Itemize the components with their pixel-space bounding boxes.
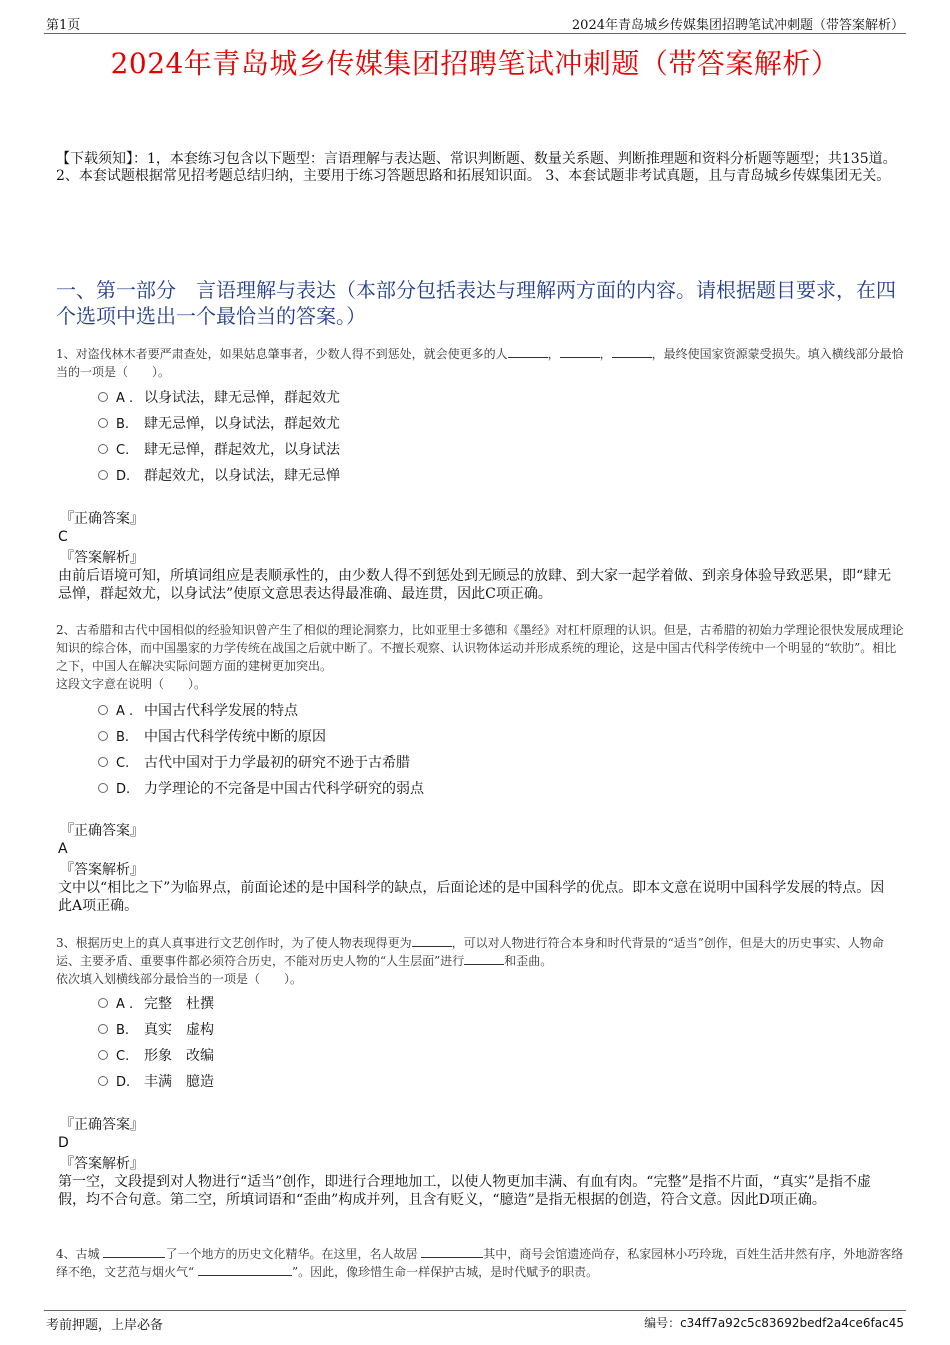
blank-1 [412,934,452,947]
question-1-analysis: 由前后语境可知，所填词组应是表顺承性的，由少数人得不到惩处到无顾忌的放肆、到大家一起学着做、到亲身体验导致恶果，即“肆无忌惮，群起效尤，以身试法”使原文意思表达得最准确、最连贯，因此C项正确。 [58,568,892,602]
document-title: 2024年青岛城乡传媒集团招聘笔试冲刺题（带答案解析） [110,47,840,80]
running-title: 2024年青岛城乡传媒集团招聘笔试冲刺题（带答案解析） [571,18,904,33]
question-2-option-c[interactable]: C. 古代中国对于力学最初的研究不逊于古希腊 [98,750,410,776]
blank-3 [198,1263,292,1276]
blank-1 [103,1245,165,1258]
page-number: 第1页 [46,18,81,33]
question-2-option-b[interactable]: B. 中国古代科学传统中断的原因 [98,724,326,750]
question-2-answer: A [58,841,68,857]
answer-label: 『正确答案』 [60,823,144,839]
radio-icon[interactable] [98,757,108,767]
blank-2 [464,952,504,965]
radio-icon[interactable] [98,444,108,454]
header-divider [44,33,906,34]
radio-icon[interactable] [98,470,108,480]
answer-label: 『正确答案』 [60,1117,144,1133]
question-1-option-c[interactable]: C. 肆无忌惮，群起效尤，以身试法 [98,437,340,463]
question-4-stem: 4、古城 了一个地方的历史文化精华。在这里，名人故居 其中，商号会馆遗迹尚存，私家园林小巧玲珑，百姓生活井然有序，外地游客络绎不绝，文艺范与烟火气“ ”。因此，像珍惜生命一样保护古城，是时代赋予的职责。 [56,1247,904,1279]
answer-label: 『正确答案』 [60,511,144,527]
section-heading: 一、第一部分 言语理解与表达（本部分包括表达与理解两方面的内容。请根据题目要求，在四个选项中选出一个最恰当的答案。） [56,278,896,328]
question-3-stem: 3、根据历史上的真人真事进行文艺创作时，为了使人物表现得更为 ，可以对人物进行符合本身和时代背景的“适当”创作，但是大的历史事实、人物命运、主要矛盾、重要事件都必须符合历史，不能对历史人物的“人生层面”进行 和歪曲。 依次填入划横线部分最恰当的一项是（ ）。 [56,936,884,986]
footer-slogan: 考前押题，上岸必备 [46,1318,164,1333]
question-1-option-a[interactable]: A . 以身试法，肆无忌惮，群起效尤 [98,385,340,411]
question-2-stem: 2、古希腊和古代中国相似的经验知识曾产生了相似的理论洞察力，比如亚里士多德和《墨经》对杠杆原理的认识。但是，古希腊的初始力学理论很快发展成理论知识的综合体，而中国墨家的力学传统在战国之后就中断了。不擅长观察、认识物体运动并形成系统的理论，这是中国古代科学传统中一个明显的“软肋”。相比之下，中国人在解决实际问题方面的建树更加突出。 这段文字意在说明（ ）。 [56,623,904,691]
analysis-label: 『答案解析』 [60,1156,144,1172]
footer-divider [44,1310,906,1311]
question-2-option-a[interactable]: A . 中国古代科学发展的特点 [98,698,298,724]
radio-icon[interactable] [98,1076,108,1086]
radio-icon[interactable] [98,418,108,428]
blank-3 [612,345,652,358]
question-3-option-c[interactable]: C. 形象 改编 [98,1043,214,1069]
radio-icon[interactable] [98,731,108,741]
blank-2 [421,1245,483,1258]
radio-icon[interactable] [98,705,108,715]
analysis-label: 『答案解析』 [60,550,144,566]
question-1-answer: C [58,529,68,545]
question-2-option-d[interactable]: D. 力学理论的不完备是中国古代科学研究的弱点 [98,776,424,802]
analysis-label: 『答案解析』 [60,862,144,878]
question-3-option-b[interactable]: B. 真实 虚构 [98,1017,214,1043]
download-notice: 【下载须知】：1，本套练习包含以下题型：言语理解与表达题、常识判断题、数量关系题、判断推理题和资料分析题等题型；共135道。 2、本套试题根据常见招考题总结归纳，主要用于练习答题思路和拓展知识面。 3、本套试题非考试真题，且与青岛城乡传媒集团无关。 [56,151,897,184]
question-1-stem: 1、对盗伐林木者要严肃查处，如果姑息肇事者，少数人得不到惩处，就会使更多的人 ， ， ，最终使国家资源蒙受损失。填入横线部分最恰当的一项是（ ）。 [56,347,904,379]
radio-icon[interactable] [98,392,108,402]
radio-icon[interactable] [98,783,108,793]
question-3-option-a[interactable]: A . 完整 杜撰 [98,991,214,1017]
question-2-analysis: 文中以“相比之下”为临界点，前面论述的是中国科学的缺点，后面论述的是中国科学的优点。即本文意在说明中国科学发展的特点。因此A项正确。 [58,880,885,914]
radio-icon[interactable] [98,1024,108,1034]
radio-icon[interactable] [98,998,108,1008]
document-code: 编号：c34ff7a92c5c83692bedf2a4ce6fac45 [644,1316,904,1330]
question-3-analysis: 第一空，文段提到对人物进行“适当”创作，即进行合理地加工，以使人物更加丰满、有血有肉。“完整”是指不片面，“真实”是指不虚假，均不合句意。第二空，所填词语和“歪曲”构成并列，且含有贬义，“臆造”是指无根据的创造，符合文意。因此D项正确。 [58,1174,871,1208]
question-3-answer: D [58,1135,69,1151]
question-3-option-d[interactable]: D. 丰满 臆造 [98,1069,214,1095]
question-1-option-d[interactable]: D. 群起效尤，以身试法，肆无忌惮 [98,463,340,489]
blank-1 [508,345,548,358]
blank-2 [560,345,600,358]
radio-icon[interactable] [98,1050,108,1060]
question-1-option-b[interactable]: B. 肆无忌惮，以身试法，群起效尤 [98,411,340,437]
